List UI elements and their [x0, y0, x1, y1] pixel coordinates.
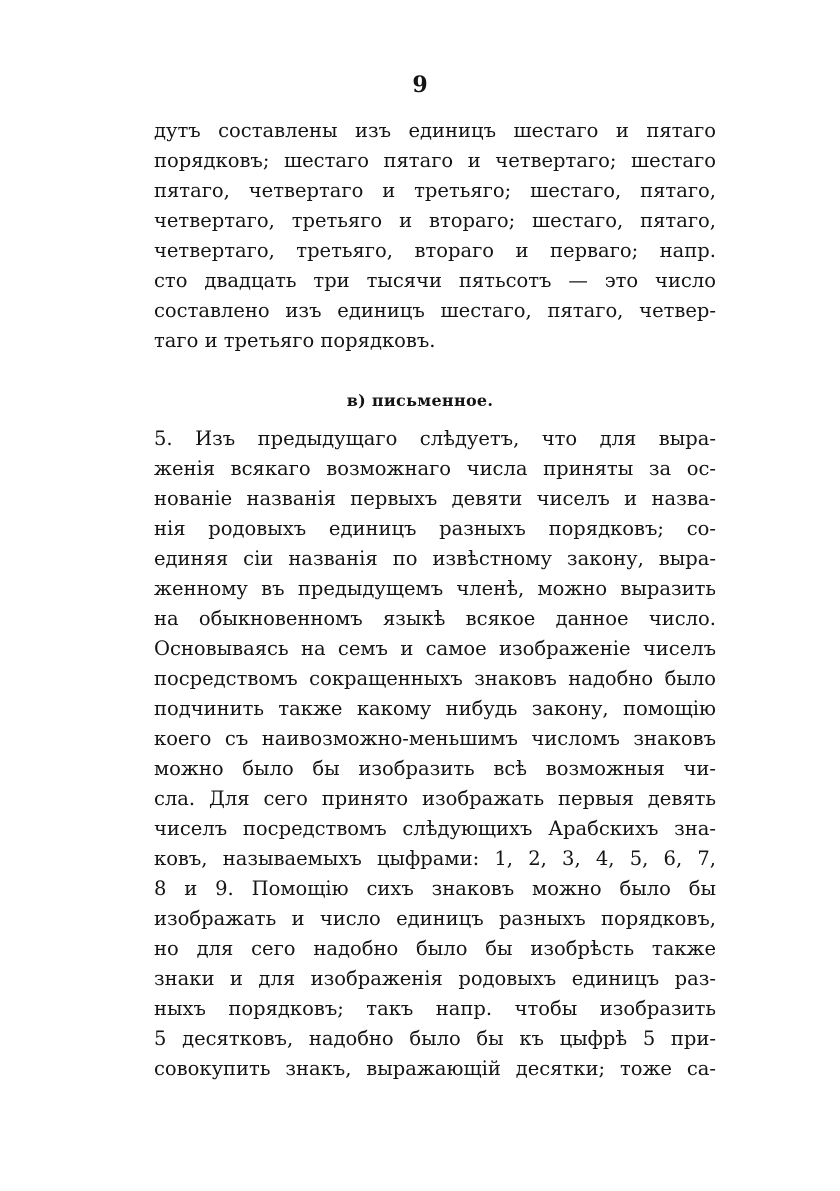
- text-line: женному въ предыдущемъ членѣ, можно выразить: [154, 577, 716, 600]
- text-line: сто двадцать три тысячи пятьсотъ — это число: [154, 269, 716, 292]
- text-line: совокупить знакъ, выражающій десятки; тоже са-: [154, 1057, 716, 1080]
- text-line: 5. Изъ предыдущаго слѣдуетъ, что для выра-: [154, 427, 716, 450]
- text-line: на обыкновенномъ языкѣ всякое данное число.: [154, 607, 716, 630]
- page-number: 9: [412, 72, 428, 98]
- text-line: четвертаго, третьяго и втораго; шестаго, пятаго,: [154, 209, 716, 232]
- text-line: можно было бы изобразить всѣ возможныя чи-: [154, 757, 716, 780]
- text-line: коего съ наивозможно-меньшимъ числомъ знаковъ: [154, 727, 716, 750]
- text-line: таго и третьяго порядковъ.: [154, 329, 436, 352]
- text-line: составлено изъ единицъ шестаго, пятаго, четвер-: [154, 299, 716, 322]
- text-line: нія родовыхъ единицъ разныхъ порядковъ; со-: [154, 517, 716, 540]
- text-line: знаки и для изображенія родовыхъ единицъ раз-: [154, 967, 716, 990]
- text-line: 5 десятковъ, надобно было бы къ цыфрѣ 5 при-: [154, 1027, 716, 1050]
- section-heading: в) письменное.: [346, 391, 494, 410]
- text-line: сла. Для сего принято изображать первыя девять: [154, 787, 716, 810]
- text-line: нованіе названія первыхъ девяти чиселъ и назва-: [154, 487, 716, 510]
- text-line: ковъ, называемыхъ цыфрами: 1, 2, 3, 4, 5, 6, 7,: [154, 847, 716, 870]
- text-line: дутъ составлены изъ единицъ шестаго и пятаго: [154, 119, 716, 142]
- text-line: посредствомъ сокращенныхъ знаковъ надобно было: [154, 667, 716, 690]
- text-line: единяя сіи названія по извѣстному закону, выра-: [154, 547, 716, 570]
- text-line: пятаго, четвертаго и третьяго; шестаго, пятаго,: [154, 179, 716, 202]
- paragraph-bottom: [154, 424, 716, 1084]
- text-line: Основываясь на семъ и самое изображеніе чиселъ: [154, 637, 716, 660]
- text-line: четвертаго, третьяго, втораго и перваго; напр.: [154, 239, 716, 262]
- text-line: женія всякаго возможнаго числа приняты за ос-: [154, 457, 716, 480]
- text-line: изображать и число единицъ разныхъ порядковъ,: [154, 907, 716, 930]
- text-line: но для сего надобно было бы изобрѣсть также: [154, 937, 716, 960]
- text-line: подчинить также какому нибудь закону, помощію: [154, 697, 716, 720]
- text-line: чиселъ посредствомъ слѣдующихъ Арабскихъ зна-: [154, 817, 716, 840]
- paragraph-top: [154, 116, 716, 356]
- text-line: порядковъ; шестаго пятаго и четвертаго; шестаго: [154, 149, 716, 172]
- text-line: 8 и 9. Помощію сихъ знаковъ можно было бы: [154, 877, 716, 900]
- text-line: ныхъ порядковъ; такъ напр. чтобы изобразить: [154, 997, 716, 1020]
